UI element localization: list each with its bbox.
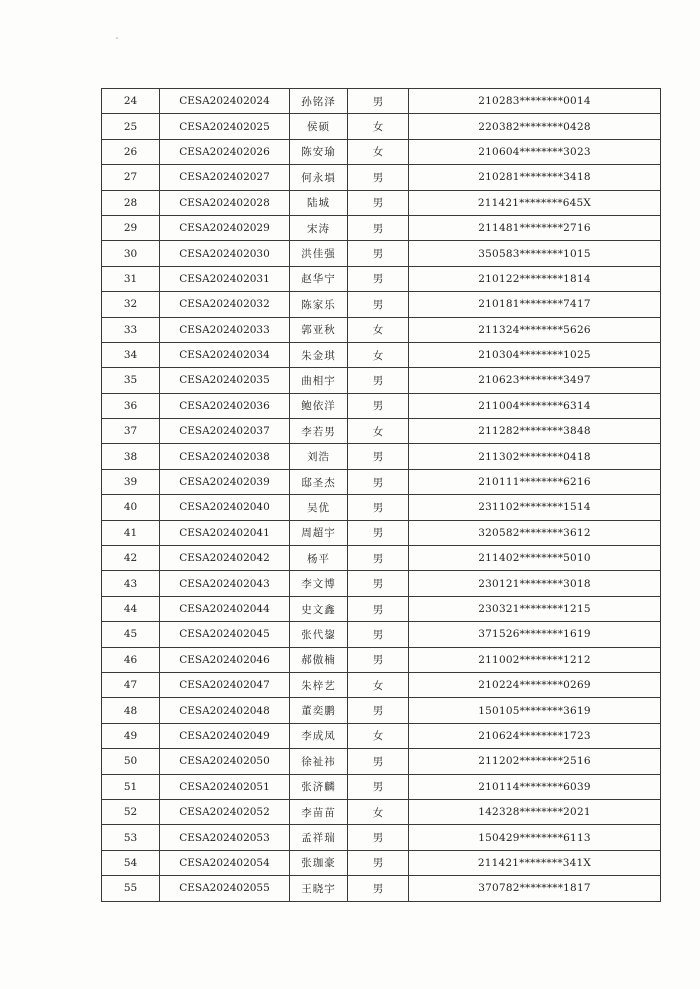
table-row xyxy=(102,799,661,824)
name-cell: 张济麟 xyxy=(290,774,348,799)
exam-id-cell: CESA202402035 xyxy=(160,368,290,393)
table-row xyxy=(102,469,661,494)
table-row xyxy=(102,850,661,875)
row-number-cell: 43 xyxy=(102,571,160,596)
exam-id-cell: CESA202402044 xyxy=(160,596,290,621)
name-cell: 徐祉祎 xyxy=(290,749,348,774)
id-card-cell: 371526********1619 xyxy=(409,622,661,647)
name-cell: 赵华宁 xyxy=(290,266,348,291)
table-row xyxy=(102,444,661,469)
exam-id-cell: CESA202402051 xyxy=(160,774,290,799)
name-cell: 董奕鹏 xyxy=(290,698,348,723)
id-card-cell: 210304********1025 xyxy=(409,342,661,367)
gender-cell: 男 xyxy=(348,825,409,850)
name-cell: 孙铭泽 xyxy=(290,89,348,114)
name-cell: 朱梓艺 xyxy=(290,672,348,697)
id-card-cell: 220382********0428 xyxy=(409,114,661,139)
id-card-cell: 370782********1817 xyxy=(409,876,661,901)
exam-id-cell: CESA202402043 xyxy=(160,571,290,596)
exam-id-cell: CESA202402050 xyxy=(160,749,290,774)
id-card-cell: 142328********2021 xyxy=(409,799,661,824)
name-cell: 何永塤 xyxy=(290,165,348,190)
exam-id-cell: CESA202402047 xyxy=(160,672,290,697)
table-row xyxy=(102,241,661,266)
row-number-cell: 38 xyxy=(102,444,160,469)
exam-id-cell: CESA202402046 xyxy=(160,647,290,672)
gender-cell: 男 xyxy=(348,393,409,418)
id-card-cell: 210114********6039 xyxy=(409,774,661,799)
gender-cell: 男 xyxy=(348,241,409,266)
table-row xyxy=(102,723,661,748)
row-number-cell: 36 xyxy=(102,393,160,418)
name-cell: 刘浩 xyxy=(290,444,348,469)
gender-cell: 男 xyxy=(348,266,409,291)
table-row xyxy=(102,749,661,774)
id-card-cell: 211282********3848 xyxy=(409,419,661,444)
gender-cell: 男 xyxy=(348,368,409,393)
name-cell: 宋涛 xyxy=(290,215,348,240)
gender-cell: 男 xyxy=(348,647,409,672)
id-card-cell: 231102********1514 xyxy=(409,495,661,520)
row-number-cell: 33 xyxy=(102,317,160,342)
id-card-cell: 210122********1814 xyxy=(409,266,661,291)
id-card-cell: 230121********3018 xyxy=(409,571,661,596)
exam-id-cell: CESA202402032 xyxy=(160,292,290,317)
row-number-cell: 47 xyxy=(102,672,160,697)
row-number-cell: 26 xyxy=(102,139,160,164)
name-cell: 陆城 xyxy=(290,190,348,215)
row-number-cell: 42 xyxy=(102,546,160,571)
table-row xyxy=(102,596,661,621)
name-cell: 吴优 xyxy=(290,495,348,520)
table-row xyxy=(102,89,661,114)
candidate-table xyxy=(101,88,661,902)
table-row xyxy=(102,292,661,317)
gender-cell: 男 xyxy=(348,292,409,317)
row-number-cell: 48 xyxy=(102,698,160,723)
gender-cell: 男 xyxy=(348,876,409,901)
name-cell: 李苗苗 xyxy=(290,799,348,824)
row-number-cell: 52 xyxy=(102,799,160,824)
id-card-cell: 211202********2516 xyxy=(409,749,661,774)
exam-id-cell: CESA202402028 xyxy=(160,190,290,215)
name-cell: 郭亚秋 xyxy=(290,317,348,342)
gender-cell: 女 xyxy=(348,317,409,342)
table-row xyxy=(102,546,661,571)
gender-cell: 女 xyxy=(348,342,409,367)
table-row xyxy=(102,368,661,393)
id-card-cell: 210281********3418 xyxy=(409,165,661,190)
name-cell: 张代鋆 xyxy=(290,622,348,647)
gender-cell: 男 xyxy=(348,571,409,596)
exam-id-cell: CESA202402048 xyxy=(160,698,290,723)
row-number-cell: 24 xyxy=(102,89,160,114)
name-cell: 曲相宇 xyxy=(290,368,348,393)
table-row xyxy=(102,266,661,291)
id-card-cell: 211402********5010 xyxy=(409,546,661,571)
table-row xyxy=(102,520,661,545)
name-cell: 张珈豪 xyxy=(290,850,348,875)
gender-cell: 男 xyxy=(348,190,409,215)
gender-cell: 男 xyxy=(348,850,409,875)
exam-id-cell: CESA202402030 xyxy=(160,241,290,266)
name-cell: 周超宇 xyxy=(290,520,348,545)
name-cell: 陈安瑜 xyxy=(290,139,348,164)
table-row xyxy=(102,647,661,672)
exam-id-cell: CESA202402040 xyxy=(160,495,290,520)
id-card-cell: 211302********0418 xyxy=(409,444,661,469)
row-number-cell: 44 xyxy=(102,596,160,621)
exam-id-cell: CESA202402033 xyxy=(160,317,290,342)
gender-cell: 男 xyxy=(348,596,409,621)
name-cell: 鲍依洋 xyxy=(290,393,348,418)
gender-cell: 男 xyxy=(348,698,409,723)
gender-cell: 女 xyxy=(348,672,409,697)
gender-cell: 男 xyxy=(348,749,409,774)
table-row xyxy=(102,672,661,697)
row-number-cell: 25 xyxy=(102,114,160,139)
exam-id-cell: CESA202402026 xyxy=(160,139,290,164)
exam-id-cell: CESA202402054 xyxy=(160,850,290,875)
row-number-cell: 40 xyxy=(102,495,160,520)
name-cell: 李若男 xyxy=(290,419,348,444)
exam-id-cell: CESA202402045 xyxy=(160,622,290,647)
gender-cell: 女 xyxy=(348,139,409,164)
gender-cell: 男 xyxy=(348,774,409,799)
gender-cell: 男 xyxy=(348,495,409,520)
row-number-cell: 45 xyxy=(102,622,160,647)
id-card-cell: 211324********5626 xyxy=(409,317,661,342)
id-card-cell: 211004********6314 xyxy=(409,393,661,418)
name-cell: 李文博 xyxy=(290,571,348,596)
id-card-cell: 211481********2716 xyxy=(409,215,661,240)
row-number-cell: 46 xyxy=(102,647,160,672)
row-number-cell: 53 xyxy=(102,825,160,850)
name-cell: 陈家乐 xyxy=(290,292,348,317)
name-cell: 郝傲楠 xyxy=(290,647,348,672)
row-number-cell: 37 xyxy=(102,419,160,444)
id-card-cell: 150429********6113 xyxy=(409,825,661,850)
scan-speck xyxy=(116,37,118,39)
exam-id-cell: CESA202402036 xyxy=(160,393,290,418)
name-cell: 李成凤 xyxy=(290,723,348,748)
row-number-cell: 31 xyxy=(102,266,160,291)
exam-id-cell: CESA202402037 xyxy=(160,419,290,444)
gender-cell: 男 xyxy=(348,215,409,240)
row-number-cell: 35 xyxy=(102,368,160,393)
name-cell: 朱金琪 xyxy=(290,342,348,367)
row-number-cell: 51 xyxy=(102,774,160,799)
table-row xyxy=(102,342,661,367)
exam-id-cell: CESA202402031 xyxy=(160,266,290,291)
gender-cell: 女 xyxy=(348,419,409,444)
gender-cell: 女 xyxy=(348,114,409,139)
table-row xyxy=(102,393,661,418)
exam-id-cell: CESA202402053 xyxy=(160,825,290,850)
row-number-cell: 28 xyxy=(102,190,160,215)
exam-id-cell: CESA202402024 xyxy=(160,89,290,114)
name-cell: 孟祥瑞 xyxy=(290,825,348,850)
exam-id-cell: CESA202402049 xyxy=(160,723,290,748)
table-row xyxy=(102,495,661,520)
gender-cell: 女 xyxy=(348,723,409,748)
exam-id-cell: CESA202402025 xyxy=(160,114,290,139)
row-number-cell: 30 xyxy=(102,241,160,266)
id-card-cell: 210623********3497 xyxy=(409,368,661,393)
table-row xyxy=(102,114,661,139)
id-card-cell: 210624********1723 xyxy=(409,723,661,748)
id-card-cell: 350583********1015 xyxy=(409,241,661,266)
table-row xyxy=(102,774,661,799)
table-row xyxy=(102,876,661,901)
gender-cell: 女 xyxy=(348,799,409,824)
row-number-cell: 32 xyxy=(102,292,160,317)
table-row xyxy=(102,622,661,647)
gender-cell: 男 xyxy=(348,546,409,571)
id-card-cell: 210283********0014 xyxy=(409,89,661,114)
gender-cell: 男 xyxy=(348,520,409,545)
table-row xyxy=(102,139,661,164)
row-number-cell: 39 xyxy=(102,469,160,494)
gender-cell: 男 xyxy=(348,469,409,494)
name-cell: 王晓宇 xyxy=(290,876,348,901)
gender-cell: 男 xyxy=(348,89,409,114)
id-card-cell: 210224********0269 xyxy=(409,672,661,697)
exam-id-cell: CESA202402038 xyxy=(160,444,290,469)
candidate-table-body xyxy=(102,89,661,902)
row-number-cell: 55 xyxy=(102,876,160,901)
gender-cell: 男 xyxy=(348,622,409,647)
id-card-cell: 210111********6216 xyxy=(409,469,661,494)
exam-id-cell: CESA202402041 xyxy=(160,520,290,545)
row-number-cell: 49 xyxy=(102,723,160,748)
exam-id-cell: CESA202402055 xyxy=(160,876,290,901)
row-number-cell: 54 xyxy=(102,850,160,875)
name-cell: 史文鑫 xyxy=(290,596,348,621)
table-row xyxy=(102,419,661,444)
table-row xyxy=(102,190,661,215)
table-row xyxy=(102,571,661,596)
name-cell: 洪佳强 xyxy=(290,241,348,266)
exam-id-cell: CESA202402027 xyxy=(160,165,290,190)
table-row xyxy=(102,825,661,850)
table-row xyxy=(102,215,661,240)
gender-cell: 男 xyxy=(348,444,409,469)
id-card-cell: 211002********1212 xyxy=(409,647,661,672)
id-card-cell: 210604********3023 xyxy=(409,139,661,164)
id-card-cell: 210181********7417 xyxy=(409,292,661,317)
id-card-cell: 320582********3612 xyxy=(409,520,661,545)
row-number-cell: 50 xyxy=(102,749,160,774)
table-row xyxy=(102,165,661,190)
exam-id-cell: CESA202402042 xyxy=(160,546,290,571)
name-cell: 侯硕 xyxy=(290,114,348,139)
row-number-cell: 41 xyxy=(102,520,160,545)
id-card-cell: 211421********341X xyxy=(409,850,661,875)
exam-id-cell: CESA202402039 xyxy=(160,469,290,494)
row-number-cell: 29 xyxy=(102,215,160,240)
row-number-cell: 27 xyxy=(102,165,160,190)
name-cell: 杨平 xyxy=(290,546,348,571)
id-card-cell: 211421********645X xyxy=(409,190,661,215)
name-cell: 邸圣杰 xyxy=(290,469,348,494)
id-card-cell: 150105********3619 xyxy=(409,698,661,723)
exam-id-cell: CESA202402029 xyxy=(160,215,290,240)
id-card-cell: 230321********1215 xyxy=(409,596,661,621)
table-row xyxy=(102,698,661,723)
exam-id-cell: CESA202402052 xyxy=(160,799,290,824)
exam-id-cell: CESA202402034 xyxy=(160,342,290,367)
row-number-cell: 34 xyxy=(102,342,160,367)
gender-cell: 男 xyxy=(348,165,409,190)
table-row xyxy=(102,317,661,342)
